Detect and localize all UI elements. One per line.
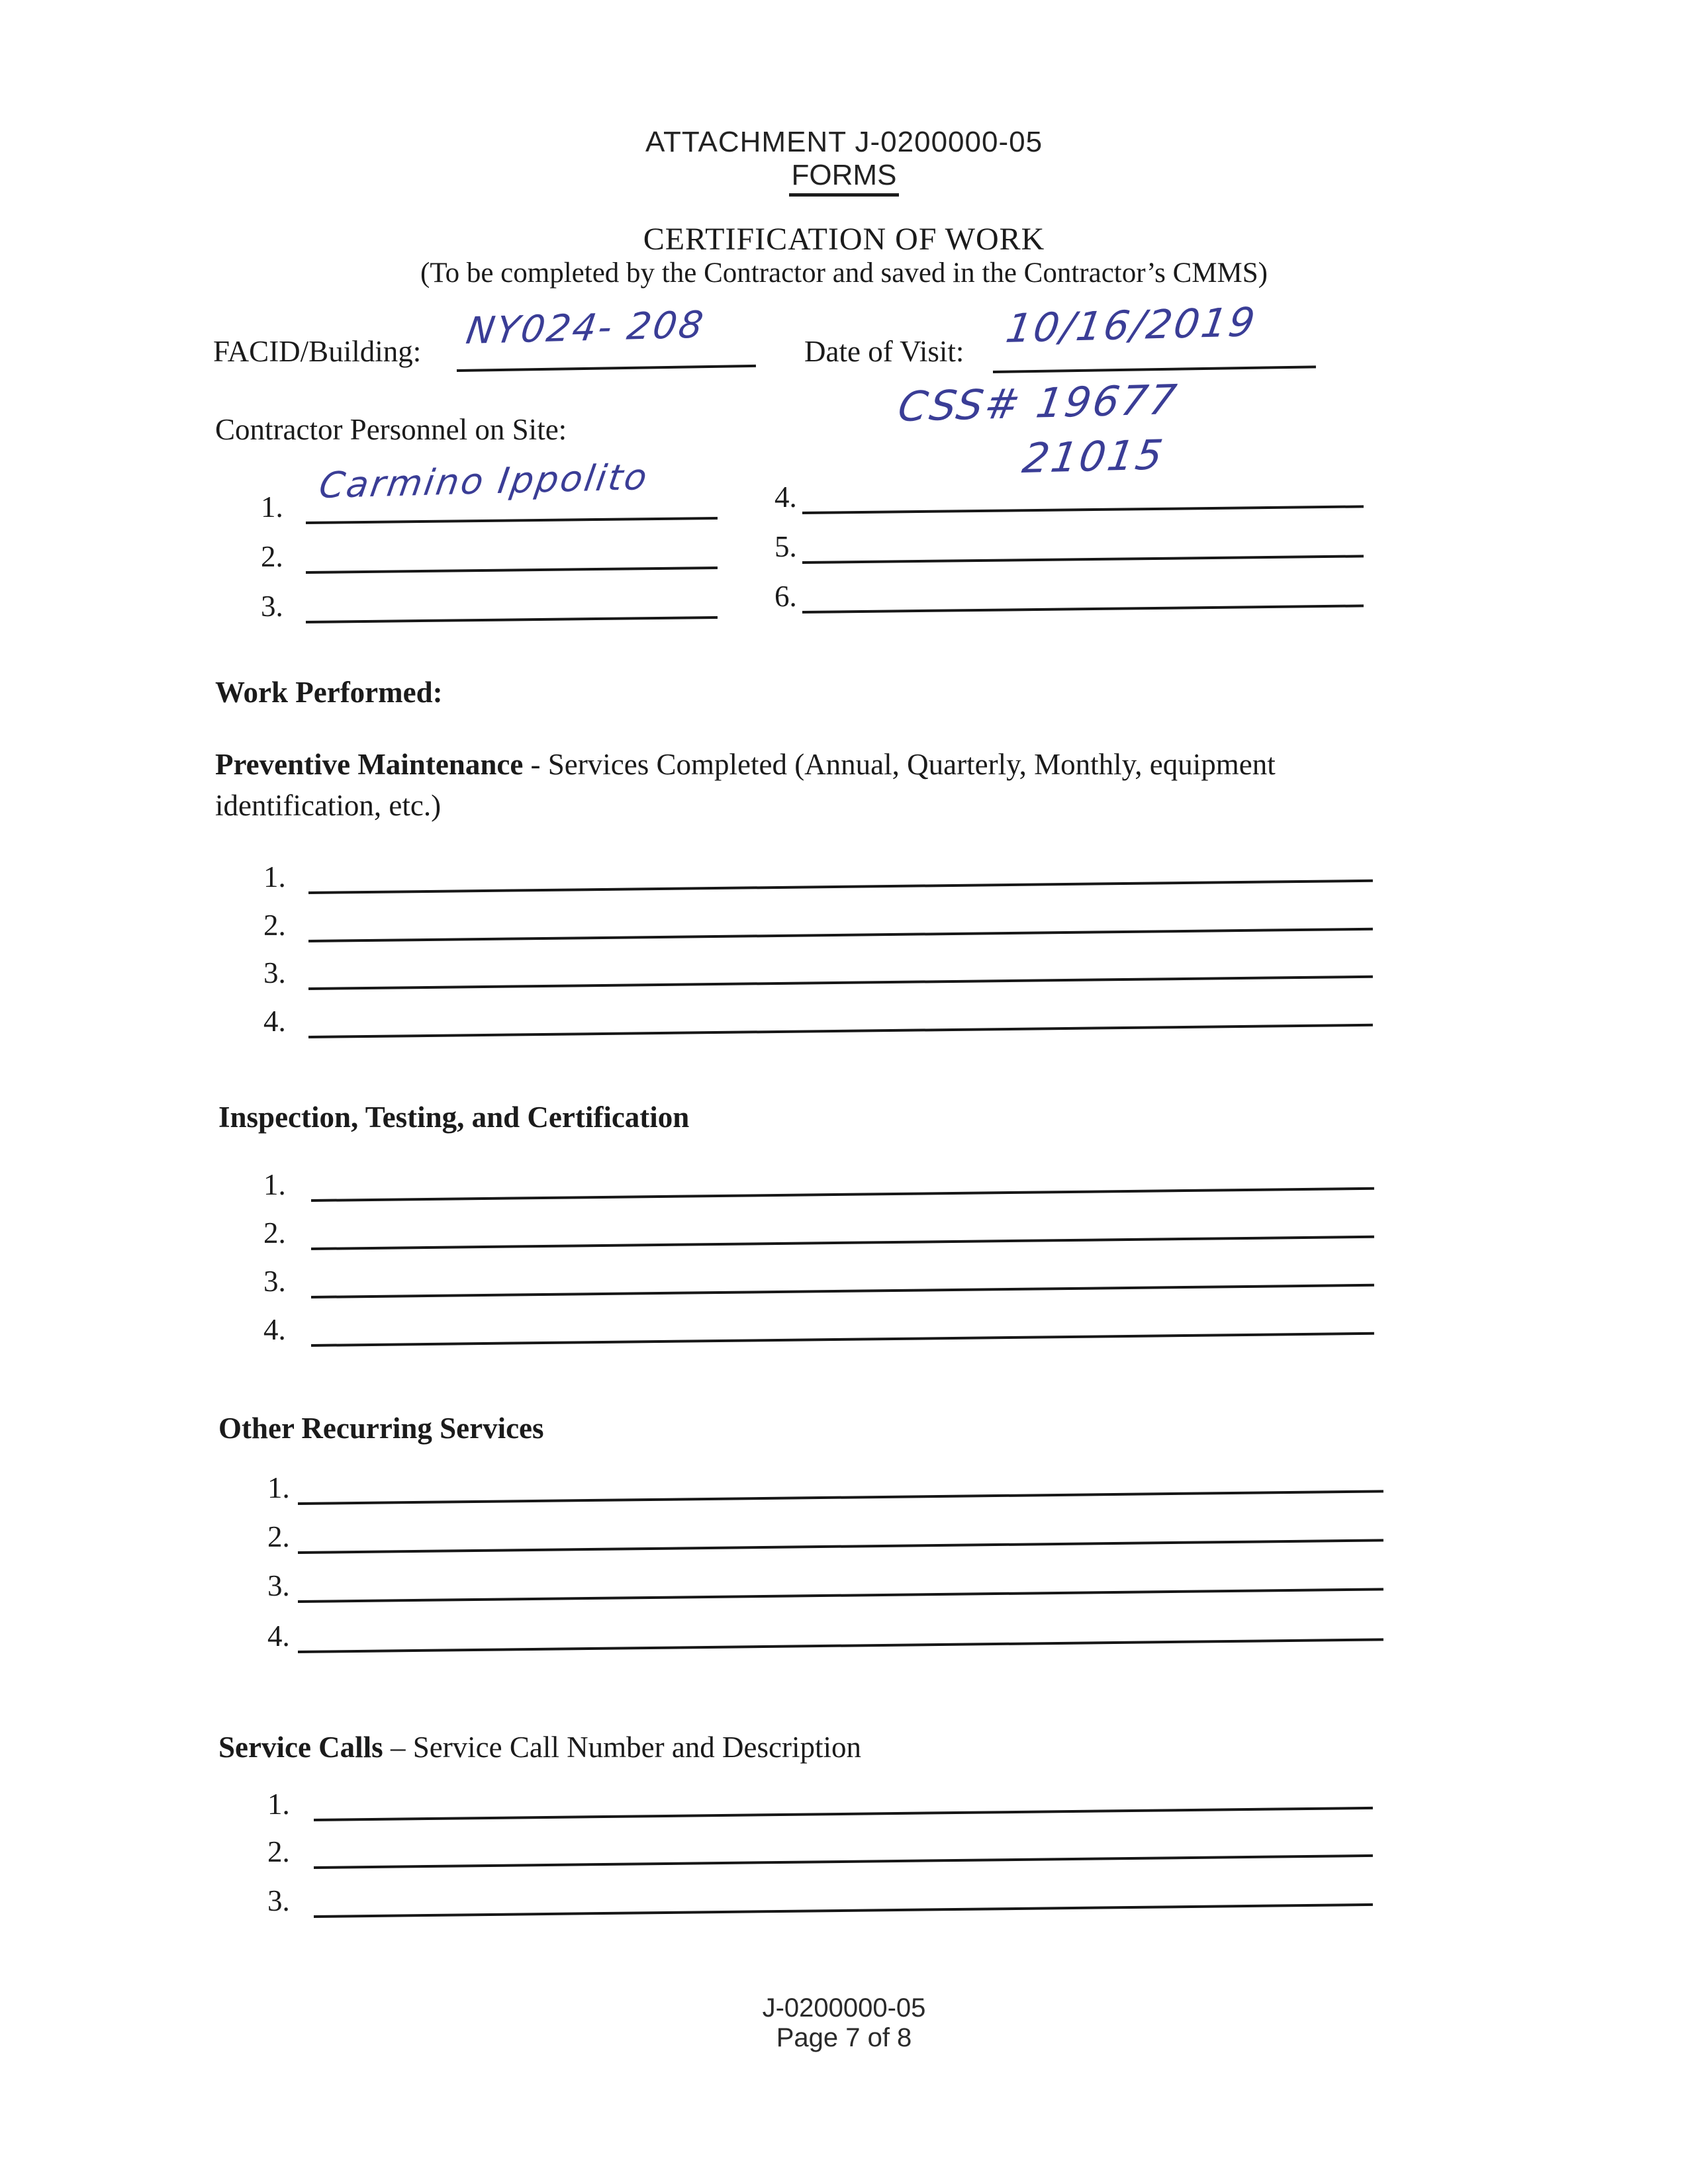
personnel-underline (306, 517, 718, 524)
attachment-number: ATTACHMENT J-0200000-05 (645, 126, 1043, 158)
ors-underline (298, 1539, 1383, 1554)
itc-underline (311, 1332, 1374, 1347)
work-performed-heading: Work Performed: (215, 676, 443, 709)
personnel-item-number: 3. (261, 590, 283, 623)
forms-heading (0, 159, 1688, 197)
itc-underline (311, 1187, 1374, 1202)
pm-underline (308, 928, 1373, 942)
personnel-underline (306, 567, 718, 574)
itc-underline (311, 1236, 1374, 1250)
preventive-maintenance-heading (215, 744, 1340, 826)
sc-item-number: 1. (267, 1788, 290, 1821)
personnel-item-number: 6. (774, 580, 797, 613)
personnel-item-number: 4. (774, 480, 797, 514)
ors-item-number: 2. (267, 1520, 290, 1553)
pm-underline (308, 976, 1373, 990)
sc-item-number: 3. (267, 1884, 290, 1917)
pm-item-number: 2. (263, 909, 286, 942)
facid-handwritten-value: NY024- 208 (463, 303, 708, 353)
ors-item-number: 1. (267, 1471, 290, 1504)
preventive-maintenance-heading-bold: Preventive Maintenance (215, 748, 524, 781)
personnel-label: Contractor Personnel on Site: (215, 413, 567, 446)
itc-item-number: 2. (263, 1216, 286, 1250)
personnel-underline (306, 616, 718, 623)
footer-doc-number: J-0200000-05 (762, 1993, 926, 2023)
pm-item-number: 3. (263, 956, 286, 989)
facid-underline (457, 365, 756, 372)
service-calls-heading-rest: – Service Call Number and Description (383, 1731, 861, 1764)
inspection-testing-heading: Inspection, Testing, and Certification (218, 1101, 690, 1134)
pm-item-number: 1. (263, 860, 286, 893)
preventive-maintenance-heading-rest: - Services Completed (Annual, Quarterly, Monthly, equipment identification, etc.) (215, 748, 1276, 822)
ors-underline (298, 1490, 1383, 1505)
personnel-underline (802, 604, 1364, 614)
personnel-item-number: 1. (261, 490, 283, 523)
form-subtitle: (To be completed by the Contractor and saved in the Contractor’s CMMS) (420, 257, 1268, 289)
date-of-visit-label: Date of Visit: (804, 335, 964, 368)
form-title: CERTIFICATION OF WORK (643, 222, 1045, 257)
personnel-item-number: 2. (261, 540, 283, 573)
date-handwritten-value: 10/16/2019 (1003, 299, 1260, 352)
pm-underline (308, 1024, 1373, 1038)
itc-item-number: 3. (263, 1265, 286, 1298)
personnel-handwritten-name: Carmino Ippolito (316, 456, 652, 506)
itc-item-number: 4. (263, 1313, 286, 1346)
pm-item-number: 4. (263, 1005, 286, 1038)
ors-underline (298, 1638, 1383, 1653)
sc-underline (314, 1854, 1373, 1869)
itc-underline (311, 1284, 1374, 1298)
other-recurring-heading: Other Recurring Services (218, 1412, 544, 1445)
date-underline (993, 365, 1316, 373)
sc-underline (314, 1903, 1373, 1918)
ors-underline (298, 1588, 1383, 1603)
sc-underline (314, 1807, 1373, 1821)
ors-item-number: 4. (267, 1619, 290, 1653)
pm-underline (308, 880, 1373, 894)
service-calls-heading (218, 1730, 861, 1764)
personnel-underline (802, 555, 1364, 564)
itc-item-number: 1. (263, 1168, 286, 1201)
sc-item-number: 2. (267, 1835, 290, 1868)
css-number-annotation: CSS# 19677 (895, 375, 1182, 431)
ors-item-number: 3. (267, 1569, 290, 1602)
facid-label: FACID/Building: (213, 335, 422, 368)
personnel-underline (802, 505, 1364, 514)
personnel-item-number: 5. (774, 530, 797, 563)
service-calls-heading-bold: Service Calls (218, 1731, 383, 1764)
footer-page-number: Page 7 of 8 (776, 2023, 912, 2052)
forms-heading-text: FORMS (789, 159, 900, 197)
css-number-annotation-2: 21015 (1019, 430, 1168, 482)
